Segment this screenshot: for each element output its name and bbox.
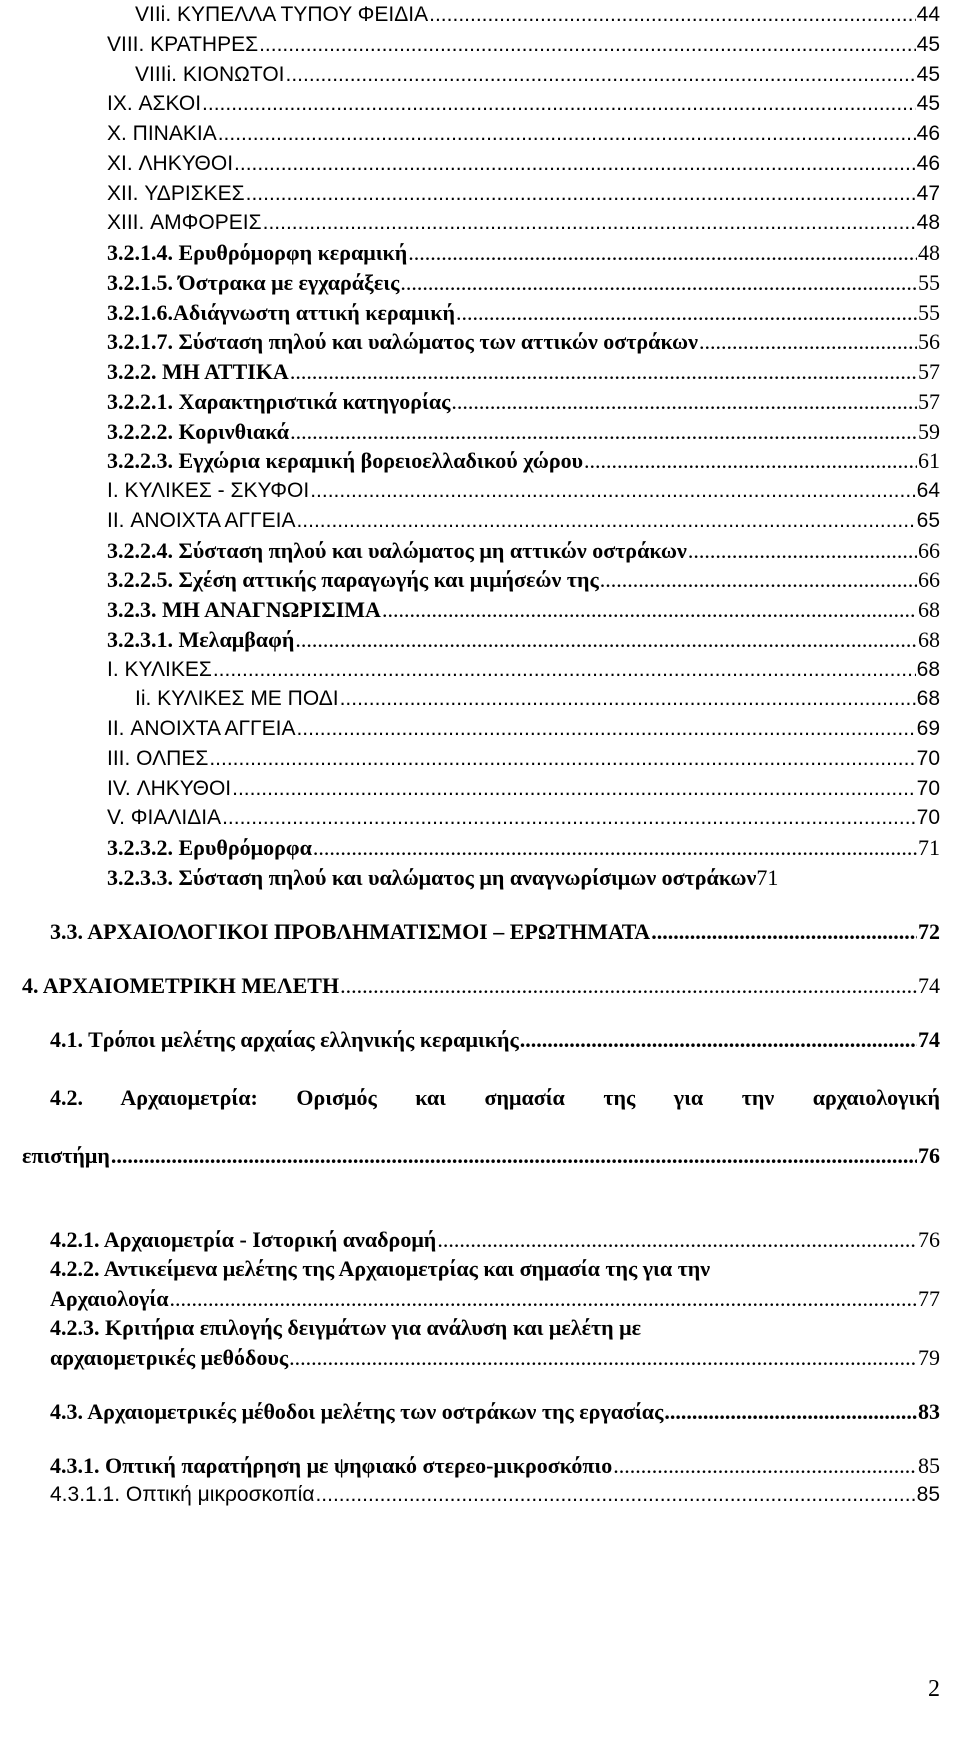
toc-entry[interactable] — [107, 863, 940, 893]
toc-entry[interactable] — [135, 684, 940, 714]
toc-dot-leader — [651, 917, 917, 947]
toc-dot-leader — [340, 971, 917, 1001]
toc-entry-page: 85 — [916, 1483, 940, 1506]
toc-entry[interactable] — [50, 917, 940, 947]
toc-entry-label: 3.2.2. ΜΗ ΑΤΤΙΚΑ — [107, 359, 289, 384]
toc-dot-leader — [296, 506, 915, 536]
toc-entry[interactable] — [107, 238, 940, 268]
toc-entry[interactable] — [107, 565, 940, 595]
toc-entry-label: XI. ΛΗΚΥΘΟΙ — [107, 152, 234, 175]
toc-entry-label: XII. ΥΔΡΙΣΚΕΣ — [107, 182, 245, 205]
toc-entry[interactable] — [50, 1343, 940, 1373]
toc-dot-leader — [232, 774, 916, 804]
toc-entry-page: 74 — [918, 973, 940, 998]
toc-entry[interactable] — [107, 327, 940, 357]
toc-dot-leader — [699, 327, 917, 357]
toc-entry-label: 4.3.1. Οπτική παρατήρηση με ψηφιακό στερεο-μικροσκόπιο — [50, 1453, 613, 1478]
toc-dot-leader — [310, 476, 915, 506]
toc-entry[interactable] — [107, 625, 940, 655]
toc-entry-label: επιστήμη — [22, 1143, 110, 1168]
toc-dot-leader — [296, 714, 915, 744]
toc-dot-leader — [584, 446, 917, 476]
toc-entry[interactable] — [107, 536, 940, 566]
toc-entry[interactable] — [135, 60, 940, 90]
toc-entry-4-2-2-heading: 4.2.2. Αντικείμενα μελέτης της Αρχαιομετρίας και σημασία της για την — [50, 1256, 711, 1281]
toc-entry-label: Ii. ΚΥΛΙΚΕΣ ΜΕ ΠΟΔΙ — [135, 687, 339, 710]
toc-entry[interactable] — [22, 1141, 940, 1171]
toc-dot-leader — [408, 238, 917, 268]
toc-entry-label: 3.2.1.6.Αδιάγνωστη αττική κεραμική — [107, 300, 455, 325]
toc-entry-page: 56 — [918, 329, 940, 354]
toc-dot-leader — [170, 1284, 918, 1314]
toc-entry-page: 65 — [916, 509, 940, 532]
toc-entry-page: 72 — [918, 919, 940, 944]
toc-dot-leader — [313, 833, 917, 863]
toc-entry-page: 64 — [916, 479, 940, 502]
toc-entry[interactable] — [107, 655, 940, 685]
toc-entry-page: 55 — [918, 300, 940, 325]
toc-entry-page: 70 — [916, 777, 940, 800]
toc-dot-leader — [295, 625, 917, 655]
toc-entry-label: 3.2.3.3. Σύσταση πηλού και υαλώματος μη αναγνωρίσιμων οστράκων — [107, 865, 757, 890]
toc-entry-label: 3.2.2.3. Εγχώρια κεραμική βορειοελλαδικού χώρου — [107, 448, 584, 473]
toc-entry[interactable] — [107, 30, 940, 60]
toc-entry-page: 68 — [916, 658, 940, 681]
toc-entry-page: 66 — [918, 567, 940, 592]
toc-entry[interactable] — [107, 89, 940, 119]
toc-entry[interactable] — [107, 476, 940, 506]
toc-entry-label: VIIi. ΚΥΠΕΛΛΑ ΤΥΠΟΥ ΦΕΙΔΙΑ — [135, 3, 429, 26]
toc-dot-leader — [246, 179, 916, 209]
toc-dot-leader — [451, 387, 917, 417]
toc-dot-leader — [315, 1480, 915, 1510]
toc-dot-leader — [218, 119, 916, 149]
toc-entry-page: 68 — [916, 687, 940, 710]
toc-entry[interactable] — [50, 1025, 940, 1055]
toc-entry-label: V. ΦΙΑΛΙΔΙΑ — [107, 806, 222, 829]
toc-dot-leader — [213, 655, 916, 685]
toc-entry-page: 66 — [918, 538, 940, 563]
page-number: 2 — [928, 1676, 940, 1702]
toc-entry[interactable] — [107, 208, 940, 238]
toc-entry-label: 3.2.3.1. Μελαμβαφή — [107, 627, 295, 652]
toc-entry-label: 3.2.2.4. Σύσταση πηλού και υαλώματος μη αττικών οστράκων — [107, 538, 687, 563]
toc-entry-page: 57 — [918, 359, 940, 384]
toc-entry[interactable] — [50, 1480, 940, 1510]
toc-dot-leader — [290, 417, 917, 447]
toc-entry[interactable] — [50, 1451, 940, 1481]
toc-entry-page: 76 — [918, 1143, 940, 1168]
toc-entry-4-2-heading: 4.2. Αρχαιομετρία: Ορισμός και σημασία της για την αρχαιολογική — [50, 1085, 940, 1110]
toc-entry[interactable] — [50, 1284, 940, 1314]
toc-dot-leader — [664, 1397, 917, 1427]
toc-entry-page: 71 — [756, 865, 779, 890]
toc-entry-page: 45 — [916, 33, 940, 56]
toc-dot-leader — [437, 1225, 917, 1255]
toc-entry-label: IV. ΛΗΚΥΘΟΙ — [107, 777, 232, 800]
toc-entry-label: 3.2.1.7. Σύσταση πηλού και υαλώματος των αττικών οστράκων — [107, 329, 698, 354]
toc-entry-page: 68 — [918, 597, 940, 622]
toc-entry-label: 4.2.1. Αρχαιομετρία - Ιστορική αναδρομή — [50, 1227, 437, 1252]
toc-entry-page: 70 — [916, 747, 940, 770]
toc-dot-leader — [259, 30, 916, 60]
toc-entry-label: 3.2.3. ΜΗ ΑΝΑΓΝΩΡΙΣΙΜΑ — [107, 597, 381, 622]
toc-entry-label: 3.3. ΑΡΧΑΙΟΛΟΓΙΚΟΙ ΠΡΟΒΛΗΜΑΤΙΣΜΟΙ – ΕΡΩΤΗΜΑΤΑ — [50, 919, 651, 944]
toc-dot-leader — [600, 565, 917, 595]
toc-entry-page: 83 — [918, 1399, 940, 1424]
toc-entry-page: 44 — [916, 3, 940, 26]
toc-entry-label: αρχαιομετρικές μεθόδους — [50, 1345, 289, 1370]
toc-entry-label: IX. ΑΣΚΟΙ — [107, 92, 202, 115]
toc-entry[interactable] — [107, 774, 940, 804]
toc-entry[interactable] — [107, 357, 940, 387]
toc-entry-page: 47 — [916, 182, 940, 205]
toc-entry-page: 61 — [918, 448, 940, 473]
toc-entry-page: 85 — [918, 1453, 940, 1478]
toc-entry[interactable] — [107, 179, 940, 209]
toc-entry-page: 48 — [916, 211, 940, 234]
toc-dot-leader — [286, 60, 916, 90]
toc-entry[interactable] — [22, 971, 940, 1001]
toc-dot-leader — [688, 536, 917, 566]
toc-dot-leader — [209, 744, 915, 774]
toc-entry[interactable] — [135, 0, 940, 30]
toc-dot-leader — [289, 1343, 917, 1373]
toc-entry-page: 71 — [918, 835, 940, 860]
toc-entry-page: 79 — [918, 1345, 940, 1370]
toc-dot-leader — [429, 0, 916, 30]
toc-entry-label: X. ΠΙΝΑΚΙΑ — [107, 122, 217, 145]
toc-dot-leader — [400, 268, 917, 298]
toc-entry-label: 3.2.2.2. Κορινθιακά — [107, 419, 290, 444]
toc-entry[interactable] — [107, 387, 940, 417]
toc-entry-page: 69 — [916, 717, 940, 740]
toc-entry[interactable] — [107, 595, 940, 625]
toc-entry[interactable] — [107, 298, 940, 328]
toc-entry-page: 46 — [916, 152, 940, 175]
toc-dot-leader — [340, 684, 916, 714]
toc-entry-label: 4.1. Τρόποι μελέτης αρχαίας ελληνικής κεραμικής — [50, 1027, 519, 1052]
toc-dot-leader — [382, 595, 917, 625]
toc-entry[interactable] — [107, 506, 940, 536]
toc-entry-label: Αρχαιολογία — [50, 1286, 169, 1311]
toc-entry-label: 3.2.1.4. Ερυθρόμορφη κεραμική — [107, 240, 408, 265]
toc-entry-4-2-3-heading: 4.2.3. Κριτήρια επιλογής δειγμάτων για ανάλυση και μελέτη με — [50, 1315, 642, 1340]
toc-dot-leader — [263, 208, 916, 238]
toc-entry-page: 45 — [916, 92, 940, 115]
toc-entry[interactable] — [107, 446, 940, 476]
toc-entry-label: 3.2.1.5. Όστρακα με εγχαράξεις — [107, 270, 400, 295]
toc-dot-leader — [202, 89, 916, 119]
toc-entry-page: 77 — [918, 1286, 940, 1311]
toc-entry-label: 3.2.3.2. Ερυθρόμορφα — [107, 835, 312, 860]
toc-entry-label: VIIIi. ΚΙΟΝΩΤΟΙ — [135, 63, 285, 86]
toc-entry-label: XIII. ΑΜΦΟΡΕΙΣ — [107, 211, 262, 234]
toc-entry-page: 45 — [916, 63, 940, 86]
toc-entry[interactable] — [107, 417, 940, 447]
toc-entry-label: II. ΑΝΟΙΧΤΑ ΑΓΓΕΙΑ — [107, 717, 296, 740]
toc-dot-leader — [456, 298, 917, 328]
toc-entry[interactable] — [107, 803, 940, 833]
toc-entry-label: 3.2.2.1. Χαρακτηριστικά κατηγορίας — [107, 389, 451, 414]
toc-entry-page: 57 — [918, 389, 940, 414]
toc-entry[interactable] — [50, 1225, 940, 1255]
toc-dot-leader — [111, 1141, 917, 1171]
toc-dot-leader — [222, 803, 916, 833]
toc-entry[interactable] — [107, 714, 940, 744]
toc-entry[interactable] — [107, 744, 940, 774]
toc-entry-page: 59 — [918, 419, 940, 444]
toc-entry-page: 76 — [918, 1227, 940, 1252]
toc-entry-label: 4.3. Αρχαιομετρικές μέθοδοι μελέτης των οστράκων της εργασίας — [50, 1399, 664, 1424]
toc-entry-page: 70 — [916, 806, 940, 829]
toc-entry[interactable] — [50, 1397, 940, 1427]
toc-entry-label: III. ΟΛΠΕΣ — [107, 747, 209, 770]
toc-entry-label: VIII. ΚΡΑΤΗΡΕΣ — [107, 33, 259, 56]
toc-entry[interactable] — [107, 149, 940, 179]
toc-entry-label: 4.3.1.1. Οπτική μικροσκοπία — [50, 1483, 315, 1506]
toc-dot-leader — [234, 149, 916, 179]
toc-entry-label: I. ΚΥΛΙΚΕΣ - ΣΚΥΦΟΙ — [107, 479, 310, 502]
toc-entry-label: 4. ΑΡΧΑΙΟΜΕΤΡΙΚΗ ΜΕΛΕΤΗ — [22, 973, 340, 998]
toc-entry-page: 55 — [918, 270, 940, 295]
toc-entry-label: I. ΚΥΛΙΚΕΣ — [107, 658, 212, 681]
toc-entry-label: II. ΑΝΟΙΧΤΑ ΑΓΓΕΙΑ — [107, 509, 296, 532]
toc-entry-page: 48 — [918, 240, 940, 265]
toc-dot-leader — [290, 357, 917, 387]
toc-entry-page: 74 — [918, 1027, 940, 1052]
toc-entry[interactable] — [107, 119, 940, 149]
toc-entry[interactable] — [107, 268, 940, 298]
toc-entry-page: 46 — [916, 122, 940, 145]
toc-dot-leader — [613, 1451, 917, 1481]
toc-dot-leader — [520, 1025, 917, 1055]
toc-entry-page: 68 — [918, 627, 940, 652]
toc-entry-label: 3.2.2.5. Σχέση αττικής παραγωγής και μιμήσεών της — [107, 567, 599, 592]
toc-entry[interactable] — [107, 833, 940, 863]
